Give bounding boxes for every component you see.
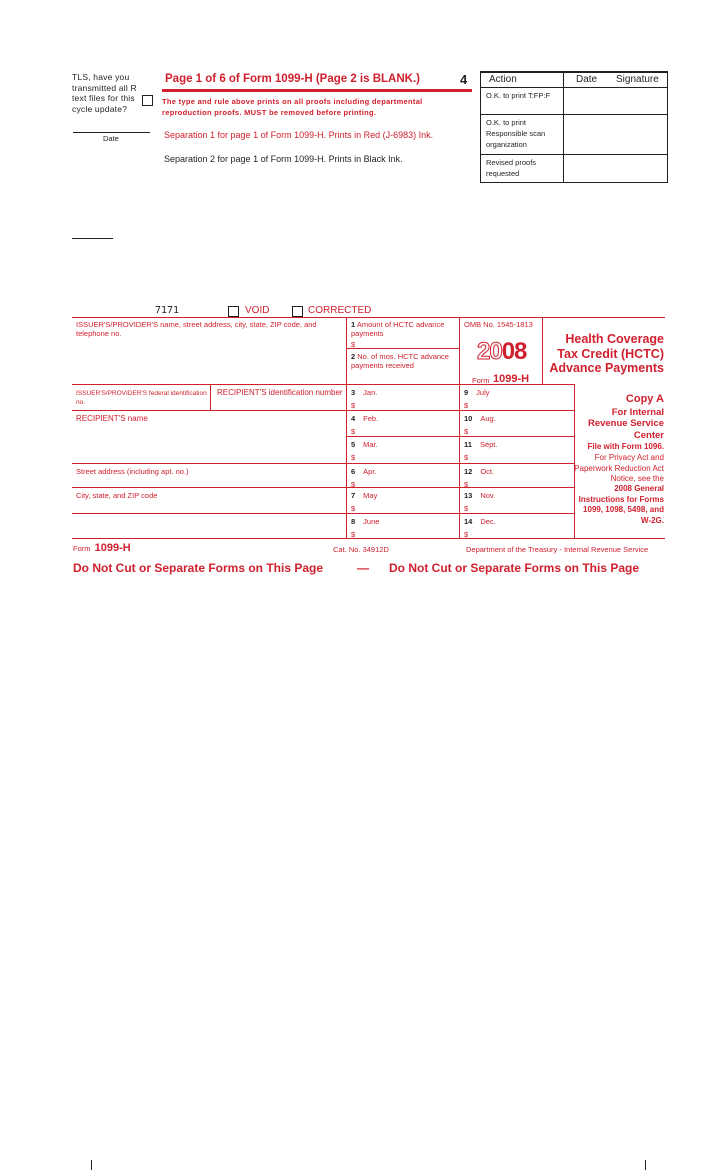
month-box-label: Oct. [480, 467, 495, 476]
do-not-cut-notice: Do Not Cut or Separate Forms on This Page [73, 561, 324, 575]
month-box-label: Aug. [480, 414, 496, 423]
form-rule [72, 410, 347, 411]
month-box-dollar: $ [351, 453, 356, 462]
corrected-label: CORRECTED [308, 305, 372, 316]
form-rule [347, 463, 574, 464]
month-box-label: Sept. [479, 440, 498, 449]
month-box-dollar: $ [351, 480, 356, 489]
short-rule [72, 238, 113, 239]
box-1-dollar: $ [351, 340, 356, 349]
form-rule [347, 436, 574, 437]
action-row-divider [481, 114, 667, 115]
issuer-id-label: ISSUER'S/PROVIDER'S federal identification no. [76, 390, 207, 406]
form-title: Health Coverage Tax Credit (HCTC) Advance Payments [549, 332, 664, 375]
month-box-number: 13 [464, 491, 473, 500]
month-box-nov [464, 491, 495, 500]
form-rule [347, 513, 574, 514]
tax-year-suffix: 08 [501, 338, 527, 365]
street-address-label: Street address (including apt. no.) [76, 467, 189, 476]
separation-1-note: Separation 1 for page 1 of Form 1099-H. Prints in Red (J-6983) Ink. [164, 130, 434, 140]
month-box-mar [351, 440, 378, 449]
form-column-divider [210, 384, 211, 410]
footer-form-name [73, 542, 131, 554]
action-row-revised: Revised proofs requested [486, 158, 537, 178]
form-rule [347, 410, 574, 411]
type-note: The type and rule above prints on all proofs including departmental reproduction proofs. MUST be removed before printing. [162, 97, 423, 117]
form-word: Form [472, 376, 490, 385]
action-table-header [481, 73, 667, 88]
form-bottom-rule [72, 538, 665, 539]
month-box-label: Mar. [363, 440, 378, 449]
form-code: 7171 [155, 305, 180, 316]
form-rule [347, 487, 574, 488]
month-box-label: Dec. [480, 517, 496, 526]
month-box-dollar: $ [464, 530, 469, 539]
month-box-feb [351, 414, 378, 423]
month-box-number: 11 [464, 440, 472, 449]
file-with-note: File with Form 1096. [587, 442, 664, 451]
month-box-dec [464, 517, 496, 526]
form-column-divider [542, 317, 543, 384]
crop-mark [645, 1160, 646, 1170]
separation-2-note: Separation 2 for page 1 of Form 1099-H. Prints in Black Ink. [164, 154, 403, 164]
month-box-label: Feb. [363, 414, 379, 423]
month-box-dollar: $ [351, 504, 356, 513]
form-rule [72, 463, 347, 464]
form-top-rule [72, 317, 665, 318]
tls-checkbox[interactable] [142, 95, 153, 106]
page-title: Page 1 of 6 of Form 1099-H (Page 2 is BLANK.) [165, 73, 420, 85]
crop-mark [91, 1160, 92, 1170]
month-box-apr [351, 467, 377, 476]
action-row-ok-to-print: O.K. to print T:FP:F [486, 91, 551, 100]
form-name: 1099-H [493, 373, 530, 385]
catalog-number: Cat. No. 34912D [333, 545, 389, 554]
issuer-name-label: ISSUER'S/PROVIDER'S name, street address, city, state, ZIP code, and telephone no. [76, 320, 317, 338]
month-box-label: Nov. [480, 491, 496, 500]
void-label: VOID [245, 305, 270, 316]
do-not-cut-notice-2: Do Not Cut or Separate Forms on This Page [389, 561, 640, 575]
month-box-dollar: $ [351, 427, 356, 436]
box-1-text: Amount of HCTC advance payments [351, 320, 445, 338]
general-instructions: 2008 General Instructions for Forms 1099, 1098, 5498, and W-2G. [578, 484, 664, 525]
city-state-zip-label: City, state, and ZIP code [76, 491, 158, 500]
tls-question: TLS, have you transmitted all R text files for this cycle update? [72, 72, 137, 114]
month-box-aug [464, 414, 496, 423]
omb-number: OMB No. 1545-1813 [464, 320, 533, 329]
recipient-name-label: RECIPIENT'S name [76, 414, 148, 423]
month-box-number: 10 [464, 414, 473, 423]
notice-dash: — [357, 561, 369, 575]
month-box-dollar: $ [351, 530, 356, 539]
copy-a-description: For Internal Revenue Service Center [587, 407, 664, 441]
month-box-number: 3 [351, 388, 356, 397]
form-rule [72, 487, 347, 488]
tax-year-prefix: 20 [477, 338, 502, 365]
form-column-divider [459, 317, 460, 538]
corrected-checkbox[interactable] [292, 306, 303, 317]
month-box-july [464, 388, 490, 397]
month-box-number: 12 [464, 467, 473, 476]
month-box-dollar: $ [351, 401, 356, 410]
month-box-dollar: $ [464, 504, 469, 513]
box-2-text: No. of mos. HCTC advance payments received [351, 352, 449, 370]
department-line: Department of the Treasury - Internal Revenue Service [466, 545, 649, 554]
month-box-june [351, 517, 379, 526]
month-box-oct [464, 467, 494, 476]
action-row-divider [481, 154, 667, 155]
month-box-number: 5 [351, 440, 356, 449]
void-checkbox[interactable] [228, 306, 239, 317]
month-box-number: 7 [351, 491, 356, 500]
tax-year [477, 338, 526, 366]
footer-form-word: Form [73, 544, 91, 553]
month-box-label: Jan. [363, 388, 378, 397]
privacy-notice: For Privacy Act and Paperwork Reduction Act Notice, see the [574, 453, 664, 483]
copy-a-label: Copy A [625, 393, 664, 405]
month-box-dollar: $ [464, 480, 469, 489]
page-number: 4 [460, 72, 468, 87]
action-table [480, 71, 668, 183]
month-box-label: June [363, 517, 380, 526]
month-box-number: 14 [464, 517, 473, 526]
form-rule [347, 348, 459, 349]
month-box-label: May [363, 491, 378, 500]
date-signature-line [73, 132, 150, 133]
month-box-dollar: $ [464, 453, 469, 462]
action-header: Action [489, 74, 517, 85]
title-rule [162, 89, 472, 92]
month-box-may [351, 491, 377, 500]
footer-form-number: 1099-H [94, 542, 131, 554]
month-box-number: 6 [351, 467, 356, 476]
box-2-label: 2 No. of mos. HCTC advance payments received [351, 352, 449, 370]
month-box-label: July [476, 388, 490, 397]
month-box-number: 9 [464, 388, 469, 397]
action-row-responsible: O.K. to print Responsible scan organization [486, 118, 546, 149]
month-box-label: Apr. [363, 467, 377, 476]
month-box-sept [464, 440, 497, 449]
form-column-divider [346, 317, 347, 538]
signature-header: Signature [616, 74, 659, 85]
month-box-dollar: $ [464, 427, 469, 436]
date-header: Date [576, 74, 598, 85]
form-rule [72, 513, 347, 514]
month-box-number: 8 [351, 517, 356, 526]
month-box-jan [351, 388, 377, 397]
box-1-label: 1 Amount of HCTC advance payments [351, 320, 445, 338]
recipient-id-label: RECIPIENT'S identification number [217, 388, 343, 397]
month-box-dollar: $ [464, 401, 469, 410]
month-box-number: 4 [351, 414, 356, 423]
date-label: Date [103, 134, 119, 143]
